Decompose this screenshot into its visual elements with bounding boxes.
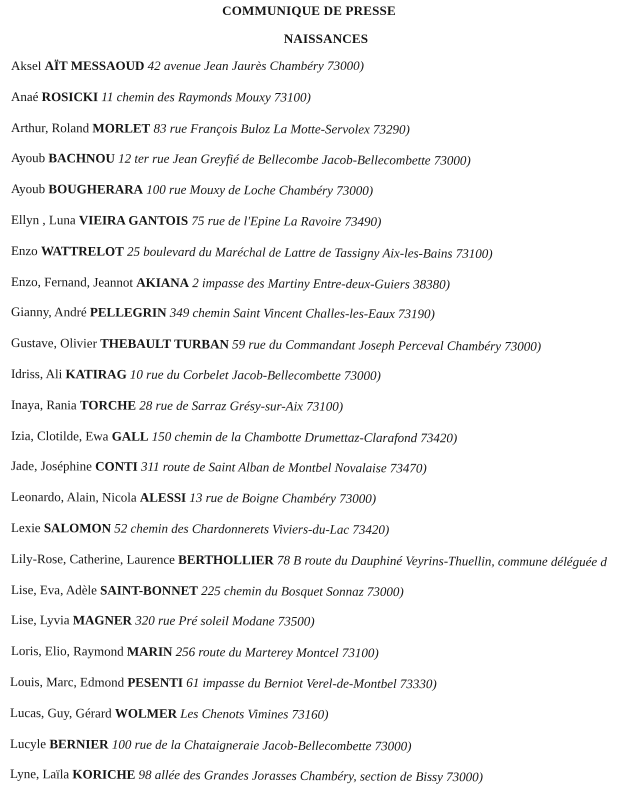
address: 349 chemin Saint Vincent Challes-les-Eaux 73190) — [169, 305, 435, 322]
first-names: Anaé — [10, 88, 39, 104]
address: 12 ter rue Jean Greyfié de Bellecombe Jacob-Bellecombette 73000) — [118, 151, 471, 169]
address: 61 impasse du Berniot Verel-de-Montbel 73330) — [186, 674, 437, 692]
surname: ROSICKI — [41, 88, 99, 104]
birth-entry — [11, 274, 450, 293]
address: 13 rue de Boigne Chambéry 73000) — [189, 490, 377, 507]
address: 78 B route du Dauphiné Veyrins-Thuellin, commune déléguée d — [276, 552, 607, 569]
address: 150 chemin de la Chambotte Drumettaz-Clarafond 73420) — [151, 428, 458, 445]
first-names: Lily-Rose, Catherine, Laurence — [10, 550, 175, 567]
surname: ALESSI — [139, 489, 187, 506]
birth-entry — [11, 89, 311, 106]
first-names: Enzo, Fernand, Jeannot — [10, 273, 134, 290]
birth-entry — [10, 674, 437, 692]
surname: MARIN — [126, 643, 173, 660]
birth-entry — [10, 736, 412, 754]
surname: AKIANA — [136, 274, 190, 290]
first-names: Louis, Marc, Edmond — [9, 674, 125, 690]
surname: SALOMON — [43, 520, 112, 536]
birth-entry — [11, 582, 404, 600]
birth-entry — [11, 212, 381, 230]
surname: WATTRELOT — [40, 242, 124, 259]
surname: KATIRAG — [65, 366, 127, 382]
surname: GALL — [111, 428, 149, 444]
document-title: COMMUNIQUE DE PRESSE — [222, 3, 396, 18]
first-names: Lucyle — [9, 735, 47, 751]
surname: BERTHOLLIER — [178, 551, 274, 568]
address: 256 route du Marterey Montcel 73100) — [175, 644, 379, 661]
address: 100 rue Mouxy de Loche Chambéry 73000) — [146, 181, 374, 199]
birth-entry — [11, 612, 315, 630]
birth-entry — [11, 304, 435, 322]
surname: THEBAULT TURBAN — [100, 335, 229, 352]
surname: SAINT-BONNET — [100, 582, 198, 598]
first-names: Gianny, André — [10, 304, 87, 320]
first-names: Lise, Eva, Adèle — [10, 581, 97, 598]
surname: VIEIRA GANTOIS — [78, 212, 189, 228]
birth-entry — [11, 335, 541, 355]
first-names: Ayoub — [10, 150, 46, 166]
birth-entry — [11, 520, 389, 538]
first-names: Gustave, Olivier — [10, 335, 97, 351]
surname: AÏT MESSAOUD — [44, 58, 145, 73]
surname: MAGNER — [72, 612, 133, 629]
address: 83 rue François Buloz La Motte-Servolex 73290) — [153, 120, 410, 137]
first-names: Inaya, Rania — [10, 396, 77, 413]
surname: BACHNOU — [48, 150, 115, 167]
birth-entry — [11, 643, 379, 661]
address: 52 chemin des Chardonnerets Viviers-du-Lac 73420) — [114, 520, 390, 537]
birth-entry — [11, 243, 493, 262]
address: 320 rue Pré soleil Modane 73500) — [135, 613, 315, 629]
first-names: Izia, Clotilde, Ewa — [10, 427, 109, 444]
address: 98 allée des Grandes Jorasses Chambéry, section de Bissy 73000) — [138, 767, 484, 785]
address: 225 chemin du Bosquet Sonnaz 73000) — [201, 582, 404, 599]
surname: WOLMER — [114, 705, 178, 721]
first-names: Loris, Elio, Raymond — [10, 643, 124, 659]
address: 100 rue de la Chataigneraie Jacob-Bellecombette 73000) — [111, 736, 412, 754]
first-names: Enzo — [10, 242, 38, 258]
first-names: Jade, Joséphine — [10, 458, 92, 474]
address: 59 rue du Commandant Joseph Perceval Chambéry 73000) — [232, 336, 542, 354]
address: 10 rue du Corbelet Jacob-Bellecombette 73000) — [129, 366, 381, 383]
address: 75 rue de l'Epine La Ravoire 73490) — [191, 212, 382, 229]
first-names: Ayoub — [10, 181, 46, 197]
birth-entry — [11, 397, 343, 415]
address: Les Chenots Vimines 73160) — [180, 705, 329, 722]
section-title: NAISSANCES — [283, 31, 369, 46]
birth-entry — [10, 705, 329, 723]
first-names: Lise, Lyvia — [10, 612, 70, 628]
birth-entry — [11, 458, 427, 477]
first-names: Ellyn , Luna — [10, 212, 76, 228]
surname: PESENTI — [127, 674, 184, 690]
address: 25 boulevard du Maréchal de Lattre de Tassigny Aix-les-Bains 73100) — [127, 243, 493, 261]
first-names: Lucas, Guy, Gérard — [9, 704, 112, 721]
birth-entry — [11, 489, 376, 507]
birth-entry — [11, 551, 607, 570]
birth-entry — [11, 428, 457, 446]
surname: TORCHE — [79, 397, 137, 413]
surname: KORICHE — [72, 766, 136, 783]
birth-entry — [11, 120, 410, 138]
first-names: Aksel — [11, 58, 42, 73]
birth-entry — [10, 766, 483, 785]
surname: CONTI — [95, 458, 138, 475]
first-names: Arthur, Roland — [10, 119, 90, 135]
first-names: Lyne, Laïla — [9, 766, 70, 782]
address: 28 rue de Sarraz Grésy-sur-Aix 73100) — [139, 397, 344, 414]
first-names: Leonardo, Alain, Nicola — [10, 489, 137, 505]
address: 311 route de Saint Alban de Montbel Novalaise 73470) — [140, 459, 427, 476]
birth-entry — [11, 366, 381, 384]
surname: BERNIER — [49, 735, 109, 752]
birth-entry — [11, 58, 364, 74]
birth-entry — [11, 150, 471, 169]
first-names: Idriss, Ali — [10, 366, 63, 382]
address: 11 chemin des Raymonds Mouxy 73100) — [101, 88, 311, 105]
birth-entry — [11, 181, 373, 199]
surname: MORLET — [92, 119, 151, 136]
surname: PELLEGRIN — [89, 304, 167, 321]
address: 42 avenue Jean Jaurès Chambéry 73000) — [147, 58, 364, 73]
first-names: Lexie — [10, 520, 41, 536]
address: 2 impasse des Martiny Entre-deux-Guiers 38380) — [192, 274, 450, 292]
surname: BOUGHERARA — [48, 181, 144, 197]
